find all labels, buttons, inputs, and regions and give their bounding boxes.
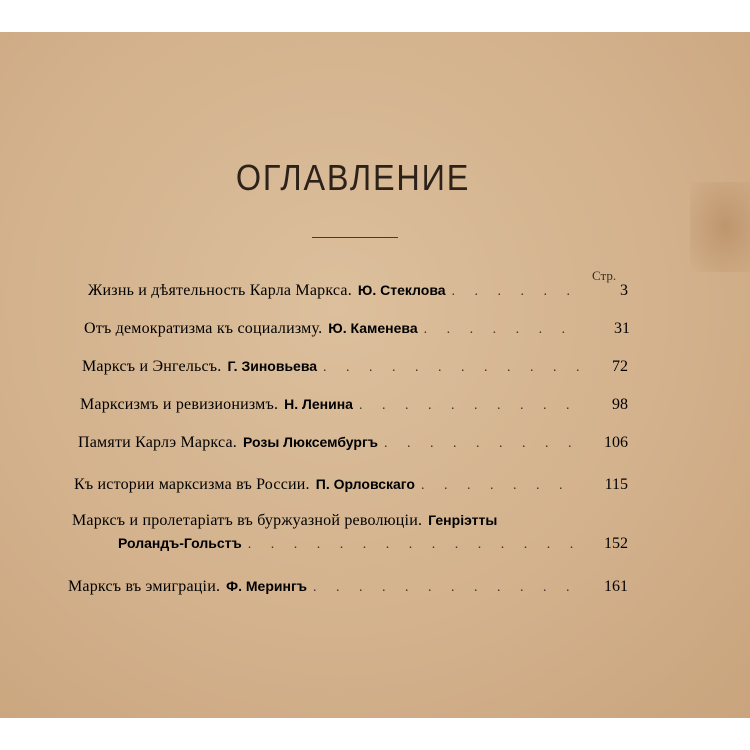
entry-page-number: 31 [614, 320, 630, 337]
entry-title: Марксъ въ эмиграціи. [68, 578, 221, 595]
paper-stain [690, 182, 750, 272]
dot-leader [452, 284, 582, 300]
entry-page-number: 3 [620, 282, 628, 299]
toc-entry [68, 578, 628, 602]
entry-title: Отъ демократизма къ социализму. [84, 320, 323, 337]
toc-entry [78, 434, 628, 458]
entry-title: Марксъ и пролетаріатъ въ буржуазной революціи. [72, 512, 423, 529]
entry-author: Г. Зиновьева [227, 358, 318, 374]
entry-author: Н. Ленина [284, 396, 353, 412]
entry-title: Жизнь и дѣятельность Карла Маркса. [88, 282, 352, 299]
entry-title: Къ истории марксизма въ России. [74, 476, 310, 493]
entry-page-number: 115 [604, 476, 628, 493]
entry-author-continued: Роландъ-Гольстъ [118, 535, 242, 551]
book-page [0, 32, 750, 718]
toc-entry [84, 320, 630, 344]
entry-page-number: 72 [612, 358, 628, 375]
entry-title: Марксизмъ и ревизионизмъ. [80, 396, 279, 413]
entry-page-number: 98 [612, 396, 628, 413]
toc-entry-continuation [118, 535, 628, 559]
toc-entry [72, 512, 632, 536]
entry-author: Розы Люксембургъ [243, 434, 378, 450]
entry-author: Ф. Мерингъ [226, 578, 307, 594]
entry-author: Генріэтты [428, 512, 498, 528]
page-column-label: Стр. [592, 268, 617, 283]
dot-leader [424, 322, 584, 338]
toc-entry [74, 476, 628, 500]
page-title: ОГЛАВЛЕНИЕ [235, 157, 471, 198]
toc-entry [80, 396, 628, 420]
dot-leader [421, 478, 582, 494]
dot-leader [248, 537, 582, 553]
toc-entry [88, 282, 628, 306]
dot-leader [323, 360, 582, 376]
entry-author: Ю. Каменева [328, 320, 418, 336]
dot-leader [359, 398, 582, 414]
toc-entry [82, 358, 628, 382]
dot-leader [313, 580, 582, 596]
entry-title: Памяти Карлэ Маркса. [78, 434, 237, 451]
entry-page-number: 161 [604, 578, 628, 595]
entry-page-number: 106 [604, 434, 628, 451]
entry-author: Ю. Стеклова [357, 282, 446, 298]
title-divider [312, 237, 398, 238]
entry-author: П. Орловскаго [315, 476, 415, 492]
dot-leader [384, 436, 582, 452]
entry-title: Марксъ и Энгельсъ. [82, 358, 222, 375]
entry-page-number: 152 [604, 535, 628, 552]
